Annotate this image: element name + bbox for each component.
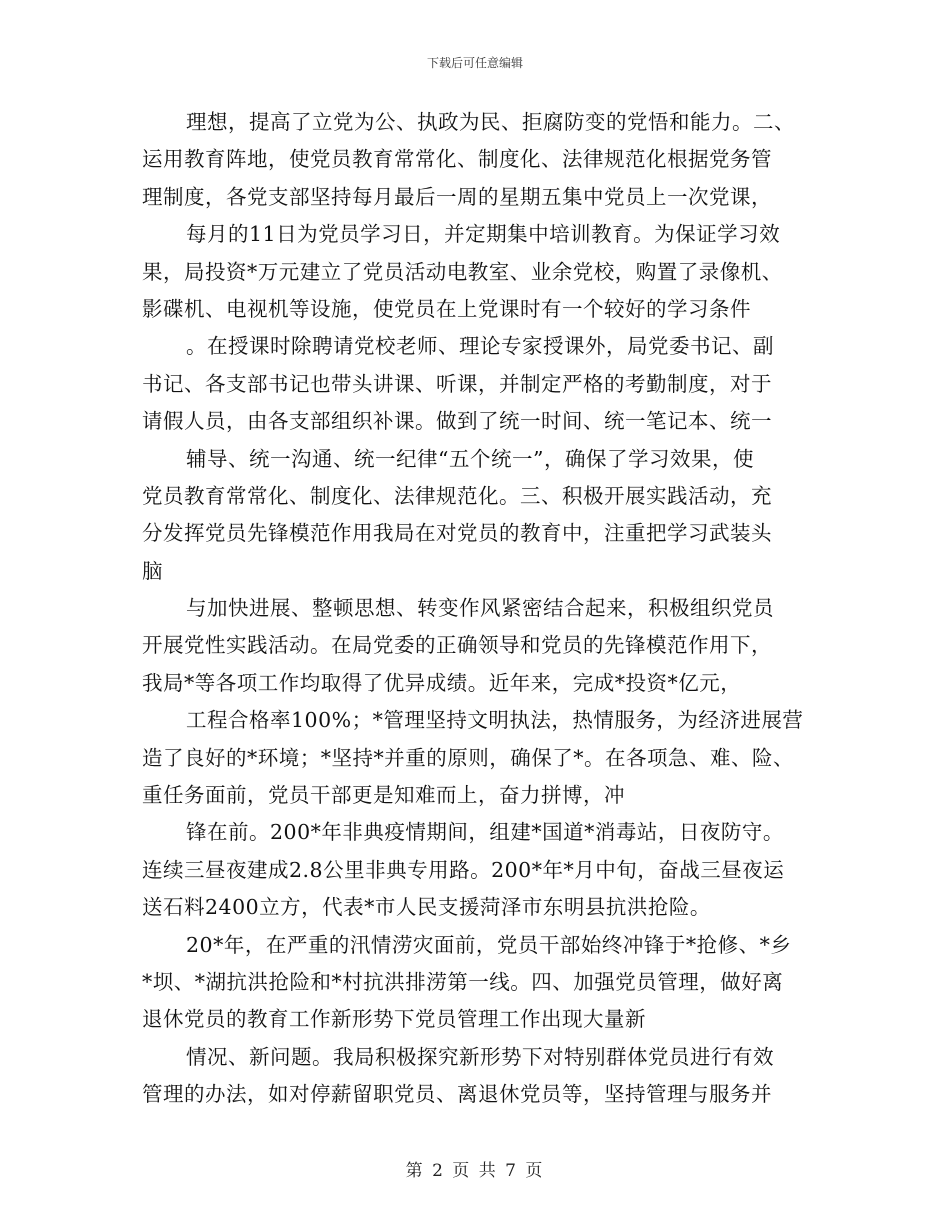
text-line: 脑 xyxy=(142,558,163,583)
text-line: 20*年，在严重的汛情涝灾面前，党员干部始终冲锋于*抢修、*乡 xyxy=(186,932,792,957)
text-line: 。在授课时除聘请党校老师、理论专家授课外，局党委书记、副 xyxy=(186,334,774,359)
page-header: 下载后可任意编辑 xyxy=(426,56,523,70)
text-line: 连续三昼夜建成2.8公里非典专用路。200*年*月中旬，奋战三昼夜运 xyxy=(142,857,785,882)
text-line: 我局*等各项工作均取得了优异成绩。近年来，完成*投资*亿元， xyxy=(142,670,742,695)
text-line: *坝、*湖抗洪抢险和*村抗洪排涝第一线。四、加强党员管理，做好离 xyxy=(142,969,784,994)
text-line: 工程合格率100%；*管理坚持文明执法，热情服务，为经济进展营 xyxy=(186,708,804,733)
document-body xyxy=(142,104,812,1114)
text-line: 每月的11日为党员学习日，并定期集中培训教育。为保证学习效 xyxy=(186,222,781,247)
text-line: 退休党员的教育工作新形势下党员管理工作出现大量新 xyxy=(142,1007,646,1032)
page-footer: 第 2 页 共 7 页 xyxy=(405,1161,545,1181)
text-line: 分发挥党员先锋模范作用我局在对党员的教育中，注重把学习武装头 xyxy=(142,521,772,546)
text-line: 党员教育常常化、制度化、法律规范化。三、积极开展实践活动，充 xyxy=(142,483,772,508)
text-line: 理制度，各党支部坚持每月最后一周的星期五集中党员上一次党课， xyxy=(142,184,772,209)
text-line: 影碟机、电视机等设施，使党员在上党课时有一个较好的学习条件 xyxy=(142,296,751,321)
text-line: 请假人员，由各支部组织补课。做到了统一时间、统一笔记本、统一 xyxy=(142,409,772,434)
text-line: 造了良好的*环境；*坚持*并重的原则，确保了*。在各项急、难、险、 xyxy=(142,745,794,770)
text-line: 重任务面前，党员干部更是知难而上，奋力拼博，冲 xyxy=(142,783,625,808)
text-line: 情况、新问题。我局积极探究新形势下对特别群体党员进行有效 xyxy=(186,1044,774,1069)
text-line: 开展党性实践活动。在局党委的正确领导和党员的先锋模范作用下， xyxy=(142,633,772,658)
text-line: 与加快进展、整顿思想、转变作风紧密结合起来，积极组织党员 xyxy=(186,596,774,621)
text-line: 果，局投资*万元建立了党员活动电教室、业余党校，购置了录像机、 xyxy=(142,259,783,284)
text-line: 锋在前。200*年非典疫情期间，组建*国道*消毒站，日夜防守。 xyxy=(186,820,784,845)
text-line: 运用教育阵地，使党员教育常常化、制度化、法律规范化根据党务管 xyxy=(142,147,772,172)
text-line: 书记、各支部书记也带头讲课、听课，并制定严格的考勤制度，对于 xyxy=(142,371,772,396)
text-line: 管理的办法，如对停薪留职党员、离退休党员等，坚持管理与服务并 xyxy=(142,1082,772,1107)
text-line: 辅导、统一沟通、统一纪律“五个统一”，确保了学习效果，使 xyxy=(186,446,754,471)
text-line: 送石料2400立方，代表*市人民支援菏泽市东明县抗洪抢险。 xyxy=(142,895,711,920)
text-line: 理想，提高了立党为公、执政为民、拒腐防变的党悟和能力。二、 xyxy=(186,110,795,134)
